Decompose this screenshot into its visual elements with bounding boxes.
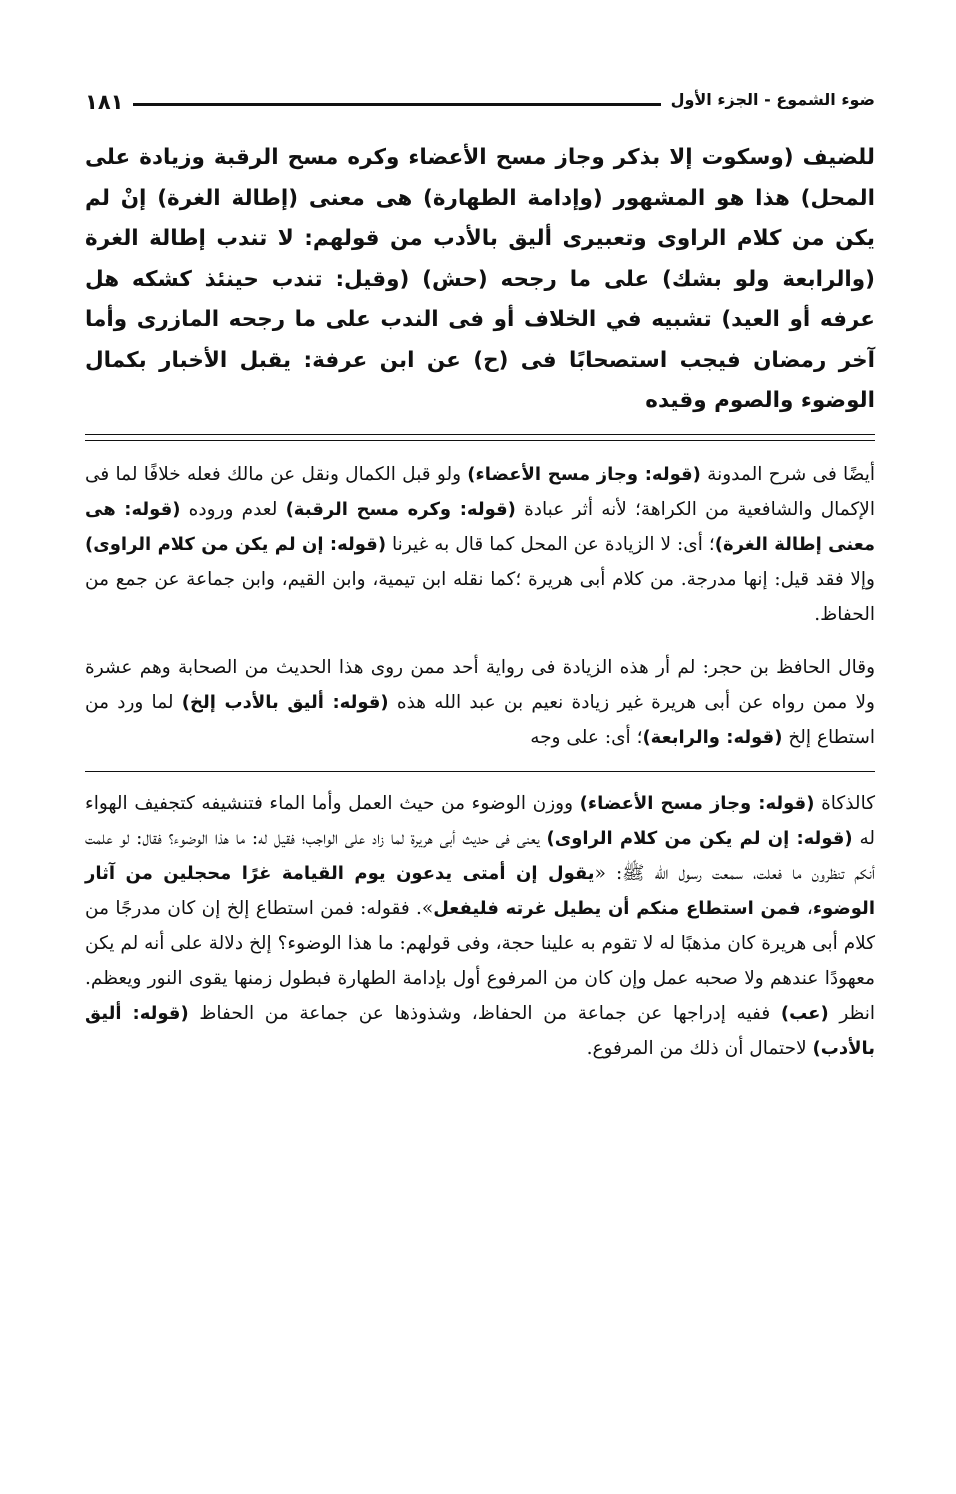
quoted-phrase: فمن استطاع منكم أن يطيل غرته فليفعل xyxy=(433,897,801,919)
commentary-text: ». فقوله: فمن استطاع إلخ إن كان مدرجًا من كلام أبى هريرة كان مذهبًا له لا تقوم به علينا حجة، وفى قولهم: ما هذا الوضوء؟ إلخ دلالة على أنه لم يكن معهودًا عندهم ولا صحبه عمل وإن كان من المرفوع أول بإدامة الطهارة فبطول زمنها يقوى النور ويعظم. انظر xyxy=(85,897,875,1024)
quoted-phrase: (قوله: والرابعة) xyxy=(642,726,783,748)
commentary-text: ؛ أى: على وجه xyxy=(530,726,643,748)
commentary-text: لاحتمال أن ذلك من المرفوع. xyxy=(586,1037,813,1059)
running-title: ضوء الشموع - الجزء الأول xyxy=(661,90,875,109)
main-text-separator xyxy=(85,434,875,441)
quoted-phrase: (قوله: أليق بالأدب إلخ) xyxy=(181,691,389,713)
commentary-text: ولو قبل الكمال ونقل عن مالك فعله خلافًا لما فى الإكمال والشافعية من الكراهة؛ لأنه أثر عبادة xyxy=(85,463,875,520)
quoted-phrase: (قوله: إن لم يكن من كلام الراوى) xyxy=(85,533,387,555)
commentary-paragraph-1 xyxy=(85,457,875,632)
quoted-phrase: يقول إن أمتى يدعون يوم القيامة غرًا محجلين من آثار الوضوء xyxy=(85,862,875,919)
book-page xyxy=(85,86,875,1066)
quoted-phrase: (قوله: وكره مسح الرقبة) xyxy=(285,498,516,520)
commentary-text: وقال الحافظ بن حجر: لم أر هذه الزيادة فى رواية أحد ممن روى هذا الحديث من الصحابة وهم عشرة ولا ممن رواه عن أبى هريرة غير زيادة نعيم بن عبد الله هذه xyxy=(85,656,875,713)
commentary-text: يعنى فى حديث أبى هريرة لما زاد على الواجب؛ فقيل له: ما هذا الوضوء؟ فقال: لو علمت أنكم تنظرون ما فعلت، سمعت رسول الله ﷺ: « xyxy=(85,827,875,884)
commentary-separator xyxy=(85,771,875,772)
commentary-text: وإلا فقد قيل: إنها مدرجة. من كلام أبى هريرة ؛كما نقله ابن تيمية، وابن القيم، وابن جماعة عن جمع من الحفاظ. xyxy=(85,568,875,625)
commentary-text: أيضًا فى شرح المدونة xyxy=(700,463,876,485)
quoted-phrase: (قوله: أليق بالأدب) xyxy=(85,1002,875,1059)
quoted-phrase: (قوله: وجاز مسح الأعضاء) xyxy=(467,463,701,485)
page-number: ١٨١ xyxy=(85,90,133,114)
commentary-text: ففيه إدراجها عن جماعة من الحفاظ، وشذوذها عن جماعة من الحفاظ xyxy=(188,1002,781,1024)
commentary-paragraph-3 xyxy=(85,786,875,1066)
commentary-text: لما ورد من استطاع إلخ xyxy=(85,691,875,748)
commentary-text: ، xyxy=(800,897,813,919)
quoted-phrase: (قوله: إن لم يكن من كلام الراوى) xyxy=(546,827,853,849)
main-text: للضيف (وسكوت إلا بذكر وجاز مسح الأعضاء وكره مسح الرقبة وزيادة على المحل) هذا هو المشهور (وإدامة الطهارة) هى معنى (إطالة الغرة) إنْ لم يكن من كلام الراوى وتعبيرى أليق بالأدب من قولهم: لا تندب إطالة الغرة (والرابعة ولو بشك) على ما رجحه (حش) (وقيل: تندب حينئذ كشكه هل عرفه أو العيد) تشبيه في الخلاف أو فى الندب على ما رجحه المازرى وأما آخر رمضان فيجب استصحابًا فى (ح) عن ابن عرفة: يقبل الأخبار بكمال الوضوء والصوم وقيده xyxy=(85,145,875,413)
running-header xyxy=(85,86,875,126)
commentary-paragraph-2 xyxy=(85,650,875,755)
quoted-phrase: (عب) xyxy=(780,1002,829,1024)
commentary-text: لعدم وروده xyxy=(180,498,286,520)
commentary-text: ووزن الوضوء من حيث العمل وأما الماء فتنشيفه كتجفيف الهواء له xyxy=(85,792,876,849)
quoted-phrase: (قوله: وجاز مسح الأعضاء) xyxy=(579,792,815,814)
quoted-phrase: (قوله: هى معنى إطالة الغرة) xyxy=(85,498,876,555)
commentary-text: ؛ أى: لا الزيادة عن المحل كما قال به غيرنا xyxy=(386,533,715,555)
commentary-text: كالذكاة xyxy=(814,792,876,814)
